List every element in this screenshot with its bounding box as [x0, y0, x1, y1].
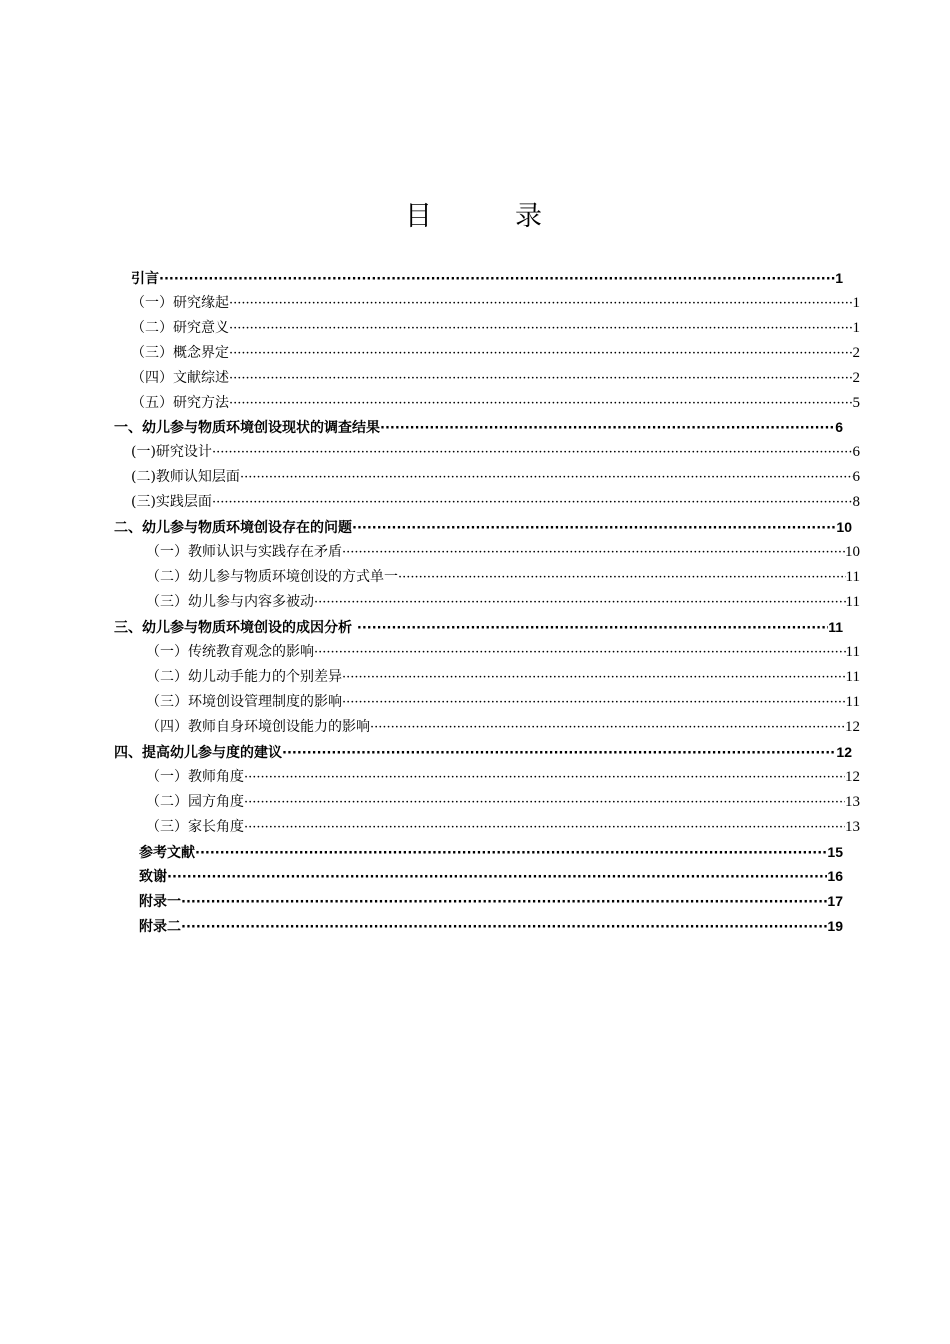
page-title: 目 录 — [405, 201, 570, 232]
toc-entry-label: 附录二 — [139, 919, 181, 935]
toc-entry[interactable] — [146, 790, 860, 814]
toc-entry-label: (三)实践层面 — [131, 494, 212, 510]
toc-entry-page: 12 — [845, 769, 860, 785]
toc-entry-page: 2 — [852, 370, 860, 386]
dot-leader — [380, 417, 835, 439]
toc-entry-label: （四）教师自身环境创设能力的影响 — [146, 719, 370, 735]
toc-entry-page: 11 — [845, 669, 860, 685]
dot-leader — [370, 716, 845, 739]
toc-entry-acknowledgements[interactable] — [139, 864, 843, 888]
dot-leader — [159, 268, 835, 290]
toc-entry[interactable] — [146, 640, 860, 664]
toc-entry-page: 13 — [845, 794, 860, 810]
toc-entry[interactable] — [131, 391, 860, 415]
toc-entry-page: 1 — [852, 320, 860, 336]
toc-entry-page: 16 — [827, 868, 843, 884]
toc-entry[interactable] — [131, 440, 860, 464]
toc-entry-page: 17 — [827, 893, 843, 909]
dot-leader — [212, 441, 853, 464]
toc-entry-chapter[interactable] — [114, 740, 852, 764]
toc-entry-label: 三、幼儿参与物质环境创设的成因分析 — [114, 620, 357, 636]
toc-entry-label: （二）幼儿参与物质环境创设的方式单一 — [146, 569, 398, 585]
toc-entry-label: 引言 — [131, 271, 159, 287]
toc-entry-page: 11 — [845, 694, 860, 710]
toc-entry-label: 四、提高幼儿参与度的建议 — [114, 745, 282, 761]
toc-entry-appendix-1[interactable] — [139, 889, 843, 913]
toc-entry-label: （一）传统教育观念的影响 — [146, 644, 314, 660]
toc-entry-page: 11 — [845, 569, 860, 585]
toc-entry[interactable] — [131, 366, 860, 390]
toc-entry-page: 1 — [852, 295, 860, 311]
toc-entry-appendix-2[interactable] — [139, 914, 843, 938]
toc-entry[interactable] — [146, 590, 860, 614]
dot-leader — [398, 566, 846, 589]
dot-leader — [229, 342, 853, 365]
toc-entry-label: 致谢 — [139, 869, 167, 885]
dot-leader — [342, 541, 845, 564]
dot-leader — [357, 617, 828, 639]
toc-entry[interactable] — [131, 316, 860, 340]
toc-entry-page: 8 — [852, 494, 860, 510]
toc-entry-page: 15 — [827, 844, 843, 860]
toc-entry-chapter[interactable] — [114, 415, 843, 439]
toc-entry-label: 一、幼儿参与物质环境创设现状的调查结果 — [114, 420, 380, 436]
dot-leader — [342, 666, 846, 689]
dot-leader — [314, 641, 846, 664]
dot-leader — [244, 791, 845, 814]
toc-entry-page: 11 — [828, 619, 843, 635]
toc-entry[interactable] — [131, 341, 860, 365]
toc-entry-label: （三）环境创设管理制度的影响 — [146, 694, 342, 710]
toc-entry-page: 11 — [845, 644, 860, 660]
dot-leader — [282, 742, 836, 764]
dot-leader — [212, 491, 853, 514]
toc-entry-label: (一)研究设计 — [131, 444, 212, 460]
toc-entry[interactable] — [146, 815, 860, 839]
toc-entry[interactable] — [146, 765, 860, 789]
toc-entry[interactable] — [146, 665, 860, 689]
toc-entry-label: （四）文献综述 — [131, 370, 229, 386]
toc-entry[interactable] — [146, 690, 860, 714]
toc-entry-references[interactable] — [139, 840, 843, 864]
toc-entry-label: （三）概念界定 — [131, 345, 229, 361]
toc-entry-chapter[interactable] — [114, 515, 852, 539]
toc-entry-page: 2 — [852, 345, 860, 361]
toc-entry-chapter[interactable] — [114, 615, 843, 639]
toc-entry[interactable] — [146, 715, 860, 739]
dot-leader — [314, 591, 846, 614]
dot-leader — [229, 392, 853, 415]
toc-entry-page: 19 — [827, 918, 843, 934]
toc-entry[interactable] — [131, 490, 860, 514]
toc-entry-page: 13 — [845, 819, 860, 835]
toc-entry-label: （二）研究意义 — [131, 320, 229, 336]
toc-entry-label: 附录一 — [139, 894, 181, 910]
toc-entry-page: 6 — [852, 444, 860, 460]
dot-leader — [195, 842, 827, 864]
toc-entry-label: （五）研究方法 — [131, 395, 229, 411]
toc-entry-label: （一）教师认识与实践存在矛盾 — [146, 544, 342, 560]
toc-entry-page: 6 — [852, 469, 860, 485]
dot-leader — [167, 866, 827, 888]
toc-entry-page: 10 — [845, 544, 860, 560]
dot-leader — [181, 891, 827, 913]
dot-leader — [342, 691, 846, 714]
toc-entry-page: 10 — [836, 519, 852, 535]
toc-entry-label: （一）研究缘起 — [131, 295, 229, 311]
toc-entry-page: 12 — [836, 744, 852, 760]
toc-entry-page: 12 — [845, 719, 860, 735]
toc-entry[interactable] — [131, 465, 860, 489]
dot-leader — [352, 517, 836, 539]
dot-leader — [244, 766, 845, 789]
toc-entry-label: (二)教师认知层面 — [131, 469, 240, 485]
toc-entry-intro[interactable] — [131, 266, 843, 290]
toc-entry-page: 11 — [845, 594, 860, 610]
dot-leader — [181, 916, 827, 938]
toc-entry-label: 二、幼儿参与物质环境创设存在的问题 — [114, 520, 352, 536]
toc-entry-label: （二）幼儿动手能力的个别差异 — [146, 669, 342, 685]
toc-entry[interactable] — [146, 565, 860, 589]
toc-entry-label: （三）家长角度 — [146, 819, 244, 835]
toc-entry-label: （一）教师角度 — [146, 769, 244, 785]
toc-entry[interactable] — [131, 291, 860, 315]
toc-entry-page: 5 — [852, 395, 860, 411]
toc-entry-label: （三）幼儿参与内容多被动 — [146, 594, 314, 610]
dot-leader — [244, 816, 845, 839]
toc-entry[interactable] — [146, 540, 860, 564]
toc-entry-page: 6 — [835, 419, 843, 435]
toc-entry-label: 参考文献 — [139, 845, 195, 861]
toc-entry-page: 1 — [835, 270, 843, 286]
dot-leader — [229, 317, 853, 340]
dot-leader — [229, 292, 853, 315]
dot-leader — [229, 367, 853, 390]
dot-leader — [240, 466, 853, 489]
toc-entry-label: （二）园方角度 — [146, 794, 244, 810]
